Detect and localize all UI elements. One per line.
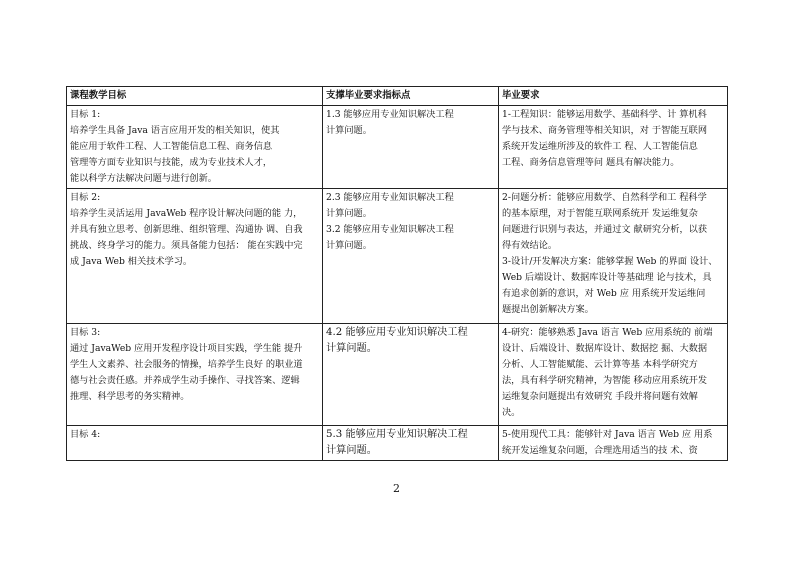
header-graduation-requirement: 毕业要求 — [499, 87, 728, 106]
requirement-cell: 4-研究：能够熟悉 Java 语言 Web 应用系统的 前端 设计、后端设计、数据库设计、数据挖 掘、大数据 分析、人工智能赋能、云计算等基 本科学研究方 法，具有科学研究精神，为智能 移动应用系统开发 运维复杂问题提出有效研究 手段并将问题有效解 决。 — [499, 324, 728, 426]
header-support-indicator: 支撑毕业要求指标点 — [323, 87, 499, 106]
course-objectives-table — [66, 86, 728, 461]
table-row — [67, 324, 728, 426]
support-cell: 5.3 能够应用专业知识解决工程 计算问题。 — [323, 426, 499, 461]
requirement-cell: 1-工程知识：能够运用数学、基础科学、计 算机科 学与技术、商务管理等相关知识，对 于智能互联网 系统开发运维所涉及的软件工 程、人工智能信息 工程、商务信息管理等问 题具有解决能力。 — [499, 106, 728, 189]
goal-cell: 目标 3: 通过 JavaWeb 应用开发程序设计项目实践，学生能 提升 学生人文素养、社会服务的情操，培养学生良好 的职业道 德与社会责任感。并养成学生动手操作、寻找答案、逻辑 推理、科学思考的务实精神。 — [67, 324, 323, 426]
support-cell: 1.3 能够应用专业知识解决工程 计算问题。 — [323, 106, 499, 189]
table-row — [67, 426, 728, 461]
requirement-cell: 2-问题分析：能够应用数学、自然科学和工 程科学 的基本原理，对于智能互联网系统开 发运维复杂 问题进行识别与表达，并通过文 献研究分析，以获 得有效结论。 3-设计/开发解决方案：能够掌握 Web 的界面 设计、 Web 后端设计、数据库设计等基础理 论与技术，具 有追求创新的意识，对 Web 应 用系统开发运维问 题提出创新解决方案。 — [499, 189, 728, 324]
goal-cell: 目标 2: 培养学生灵活运用 JavaWeb 程序设计解决问题的能 力， 并具有独立思考、创新思维、组织管理、沟通协 调、自我 挑战、终身学习的能力。须具备能力包括： 能在实践中完 成 Java Web 相关技术学习。 — [67, 189, 323, 324]
header-course-goal: 课程教学目标 — [67, 87, 323, 106]
page-number: 2 — [393, 482, 400, 495]
table-row — [67, 106, 728, 189]
support-cell: 4.2 能够应用专业知识解决工程 计算问题。 — [323, 324, 499, 426]
table-header-row — [67, 87, 728, 106]
goal-cell: 目标 4: — [67, 426, 323, 461]
requirement-cell: 5-使用现代工具：能够针对 Java 语言 Web 应 用系 统开发运维复杂问题，合理选用适当的技 术、资 — [499, 426, 728, 461]
table-row — [67, 189, 728, 324]
support-cell: 2.3 能够应用专业知识解决工程 计算问题。 3.2 能够应用专业知识解决工程 计算问题。 — [323, 189, 499, 324]
goal-cell: 目标 1: 培养学生具备 Java 语言应用开发的相关知识，使其 能应用于软件工程、人工智能信息工程、商务信息 管理等方面专业知识与技能，成为专业技术人才， 能以科学方法解决问题与进行创新。 — [67, 106, 323, 189]
